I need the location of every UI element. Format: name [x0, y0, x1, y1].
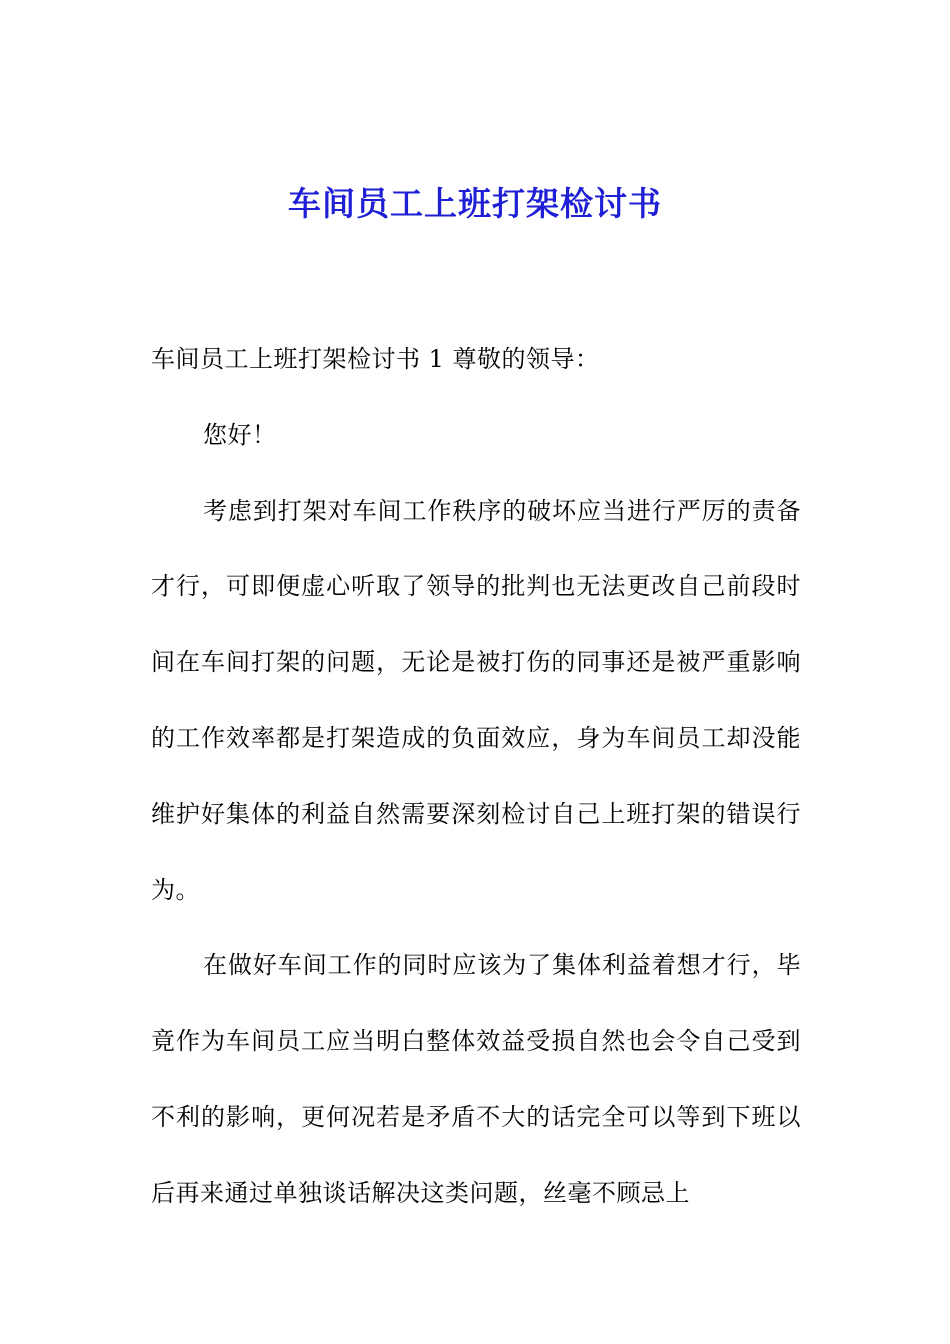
- document-title: 车间员工上班打架检讨书: [288, 184, 662, 223]
- document-body: [151, 322, 801, 1232]
- body-paragraph: 在做好车间工作的同时应该为了集体利益着想才行，毕竟作为车间员工应当明白整体效益受损自然也会令自己受到不利的影响，更何况若是矛盾不大的话完全可以等到下班以后再来通过单独谈话解决这类问题，丝毫不顾忌上: [151, 951, 801, 1207]
- salutation-paragraph: 车间员工上班打架检讨书 1 尊敬的领导：: [151, 345, 600, 373]
- body-paragraph: 考虑到打架对车间工作秩序的破坏应当进行严厉的责备才行，可即便虚心听取了领导的批判也无法更改自己前段时间在车间打架的问题，无论是被打伤的同事还是被严重影响的工作效率都是打架造成的负面效应，身为车间员工却没能维护好集体的利益自然需要深刻检讨自己上班打架的错误行为。: [151, 496, 801, 904]
- greeting-paragraph: 您好！: [203, 420, 277, 449]
